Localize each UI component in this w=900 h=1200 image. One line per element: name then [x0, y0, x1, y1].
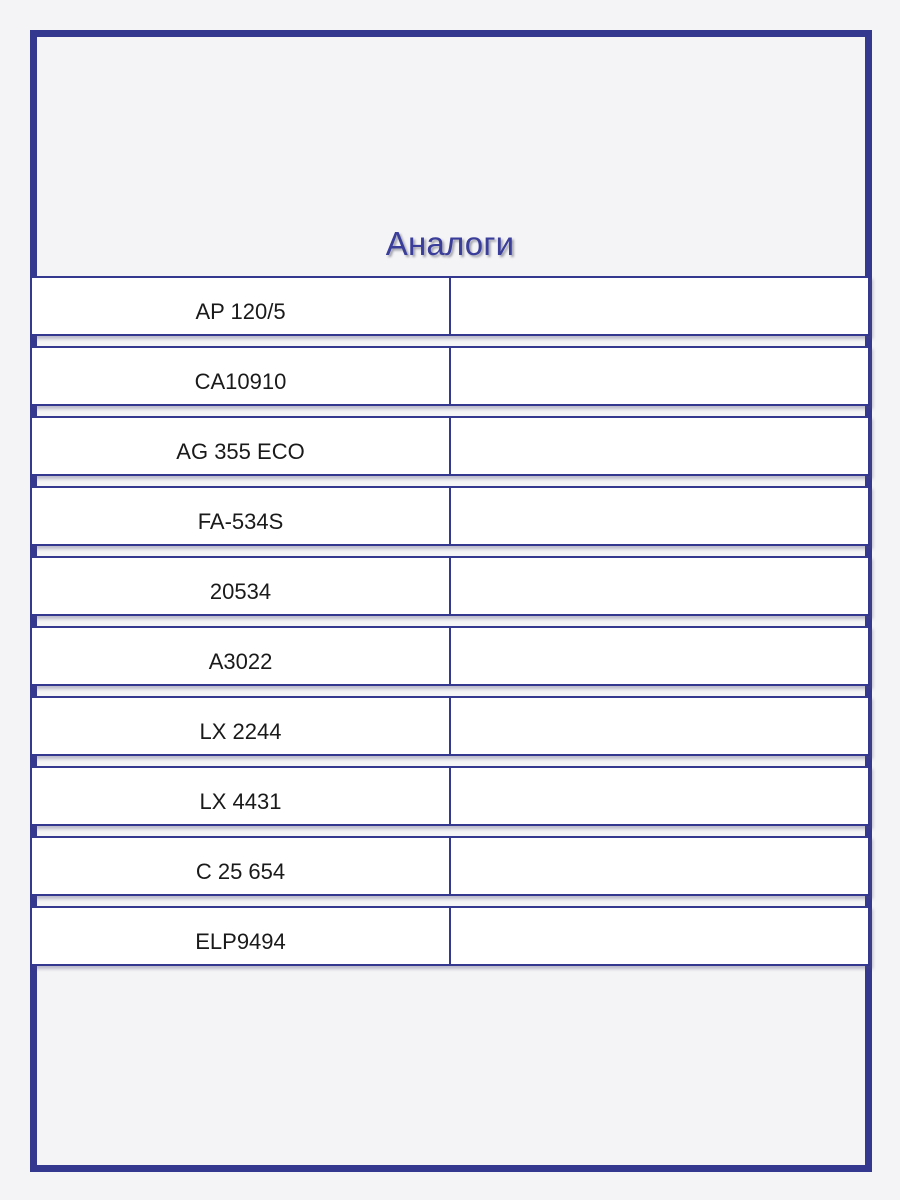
empty-cell [451, 698, 868, 754]
empty-cell [451, 838, 868, 894]
analog-code: CA10910 [32, 348, 451, 404]
analog-code: LX 4431 [32, 768, 451, 824]
empty-cell [451, 768, 868, 824]
analog-code: LX 2244 [32, 698, 451, 754]
empty-cell [451, 278, 868, 334]
table-row [30, 276, 872, 346]
page-title: Аналоги [385, 225, 515, 262]
empty-cell [451, 558, 868, 614]
analog-code: AP 120/5 [32, 278, 451, 334]
table-row [30, 906, 872, 976]
table-row [30, 486, 872, 556]
empty-cell [451, 908, 868, 964]
table-row [30, 626, 872, 696]
table-row [30, 766, 872, 836]
analog-code: ELP9494 [32, 908, 451, 964]
analog-code: C 25 654 [32, 838, 451, 894]
table-row [30, 836, 872, 906]
empty-cell [451, 348, 868, 404]
table-row [30, 416, 872, 486]
analog-code: A3022 [32, 628, 451, 684]
analogs-table [30, 276, 872, 976]
empty-cell [451, 488, 868, 544]
empty-cell [451, 628, 868, 684]
table-row [30, 696, 872, 766]
table-row [30, 556, 872, 626]
table-row [30, 346, 872, 416]
analog-code: 20534 [32, 558, 451, 614]
analog-code: AG 355 ECO [32, 418, 451, 474]
empty-cell [451, 418, 868, 474]
analog-code: FA-534S [32, 488, 451, 544]
